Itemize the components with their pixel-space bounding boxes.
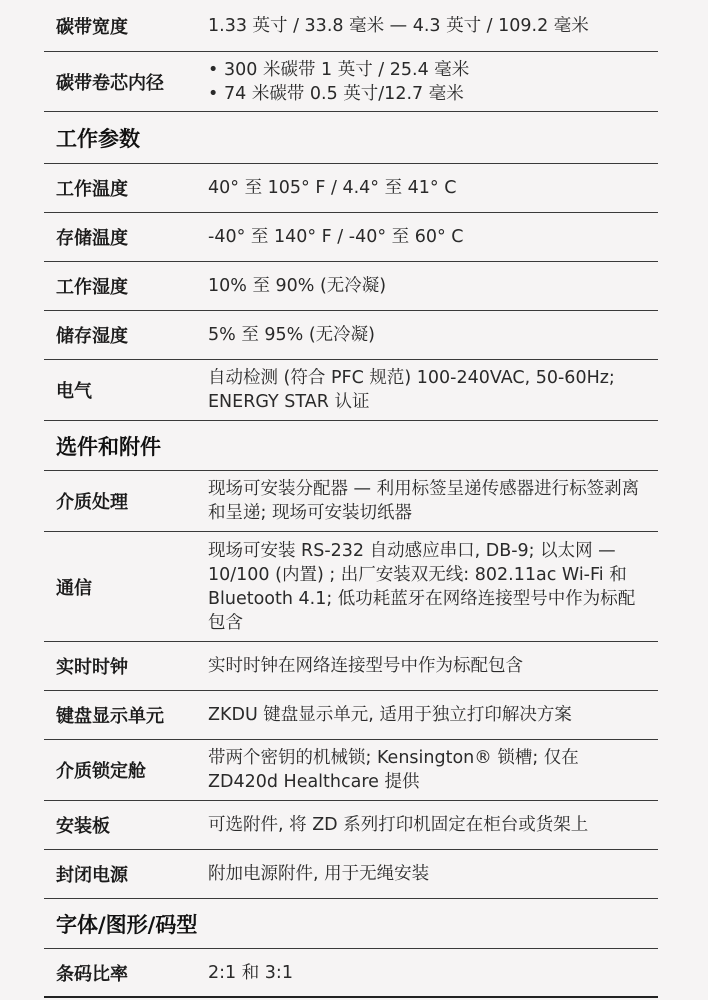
spec-value: 现场可安装 RS-232 自动感应串口, DB-9; 以太网 — 10/100 (内置) ; 出厂安装双无线: 802.11ac Wi-Fi 和 Bluetooth 4.1; 低功耗蓝牙在网络连接型号中作为标配包含 [208, 540, 636, 633]
spec-value: ZKDU 键盘显示单元, 适用于独立打印解决方案 [208, 705, 572, 725]
spec-row-electrical [44, 360, 658, 421]
spec-value: -40° 至 140° F / -40° 至 60° C [208, 227, 464, 247]
spec-label: 碳带宽度 [56, 16, 128, 38]
spec-row-communications [44, 532, 658, 642]
spec-row-ribbon-core [44, 52, 658, 112]
spec-row-ribbon-width [44, 0, 658, 52]
section-heading-options: 选件和附件 [44, 421, 658, 471]
spec-row-kdu [44, 691, 658, 740]
spec-value: 现场可安装分配器 — 利用标签呈递传感器进行标签剥离和呈递; 现场可安装切纸器 [208, 479, 640, 523]
bullet-item: • 300 米碳带 1 英寸 / 25.4 毫米 [208, 58, 652, 82]
spec-value: 40° 至 105° F / 4.4° 至 41° C [208, 178, 457, 198]
spec-row-rtc [44, 642, 658, 691]
spec-row-power-supply [44, 850, 658, 899]
spec-value [208, 58, 658, 106]
spec-row-mounting-plate [44, 801, 658, 850]
spec-label: 介质锁定舱 [56, 761, 146, 782]
spec-row-operating-temp [44, 164, 658, 213]
spec-row-storage-temp [44, 213, 658, 262]
spec-row-media-lock [44, 740, 658, 801]
spec-label: 通信 [56, 577, 92, 599]
spec-label: 条码比率 [56, 963, 128, 985]
spec-table [44, 0, 658, 1000]
spec-label: 实时时钟 [56, 657, 128, 678]
spec-value: 可选附件, 将 ZD 系列打印机固定在柜台或货架上 [208, 815, 589, 835]
spec-label: 介质处理 [56, 492, 128, 513]
spec-label: 碳带卷芯内径 [56, 72, 164, 94]
spec-label: 储存湿度 [56, 326, 128, 347]
spec-label: 键盘显示单元 [56, 706, 164, 727]
bullet-item: • 74 米碳带 0.5 英寸/12.7 毫米 [208, 82, 652, 106]
spec-value: 附加电源附件, 用于无绳安装 [208, 864, 430, 884]
section-heading-operating: 工作参数 [44, 112, 658, 164]
spec-row-media-handling [44, 471, 658, 532]
spec-value: 1.33 英寸 / 33.8 毫米 — 4.3 英寸 / 109.2 毫米 [208, 15, 589, 36]
spec-value: 实时时钟在网络连接型号中作为标配包含 [208, 656, 523, 676]
spec-value: 5% 至 95% (无冷凝) [208, 325, 376, 345]
spec-row-storage-humidity [44, 311, 658, 360]
spec-label: 电气 [56, 381, 92, 402]
spec-label: 存储温度 [56, 228, 128, 249]
spec-value: 2:1 和 3:1 [208, 962, 293, 983]
spec-row-barcode-ratio [44, 949, 658, 998]
spec-label: 安装板 [56, 816, 110, 837]
spec-value: 带两个密钥的机械锁; Kensington® 锁槽; 仅在 ZD420d Healthcare 提供 [208, 748, 579, 792]
spec-label: 工作湿度 [56, 277, 128, 298]
spec-label: 封闭电源 [56, 865, 128, 886]
section-heading-fonts: 字体/图形/码型 [44, 899, 658, 949]
spec-value: 10% 至 90% (无冷凝) [208, 276, 387, 296]
spec-value: 自动检测 (符合 PFC 规范) 100-240VAC, 50-60Hz; ENERGY STAR 认证 [208, 368, 615, 412]
spec-label: 工作温度 [56, 179, 128, 200]
spec-row-operating-humidity [44, 262, 658, 311]
